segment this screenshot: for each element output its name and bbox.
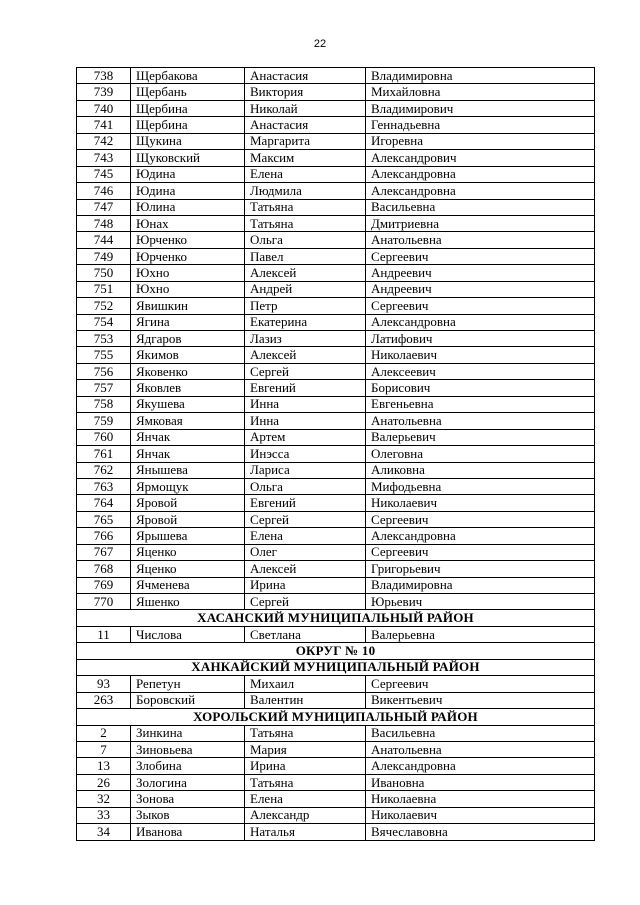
last-name: Ярмощук	[131, 478, 245, 494]
first-name: Светлана	[245, 626, 366, 642]
last-name: Ядгаров	[131, 331, 245, 347]
row-number: 754	[77, 314, 131, 330]
first-name: Ирина	[245, 577, 366, 593]
table-row	[77, 413, 595, 429]
last-name: Зыков	[131, 807, 245, 823]
row-number: 769	[77, 577, 131, 593]
last-name: Яценко	[131, 561, 245, 577]
first-name: Татьяна	[245, 774, 366, 790]
row-number: 263	[77, 692, 131, 708]
table-row	[77, 807, 595, 823]
patronymic: Сергеевич	[366, 511, 595, 527]
row-number: 765	[77, 511, 131, 527]
patronymic: Вячеславовна	[366, 824, 595, 840]
patronymic: Ивановна	[366, 774, 595, 790]
row-number: 752	[77, 298, 131, 314]
last-name: Боровский	[131, 692, 245, 708]
row-number: 11	[77, 626, 131, 642]
roster-table	[76, 67, 595, 841]
patronymic: Васильевна	[366, 199, 595, 215]
last-name: Явишкин	[131, 298, 245, 314]
last-name: Якимов	[131, 347, 245, 363]
last-name: Зологина	[131, 774, 245, 790]
roster-body	[77, 68, 595, 841]
table-row	[77, 100, 595, 116]
first-name: Татьяна	[245, 199, 366, 215]
row-number: 751	[77, 281, 131, 297]
patronymic: Александровна	[366, 758, 595, 774]
last-name: Юрченко	[131, 248, 245, 264]
row-number: 2	[77, 725, 131, 741]
patronymic: Николаевич	[366, 347, 595, 363]
row-number: 742	[77, 133, 131, 149]
table-row	[77, 429, 595, 445]
last-name: Репетун	[131, 676, 245, 692]
first-name: Екатерина	[245, 314, 366, 330]
section-heading: ХАСАНСКИЙ МУНИЦИПАЛЬНЫЙ РАЙОН	[77, 610, 595, 626]
row-number: 770	[77, 594, 131, 610]
patronymic: Александровна	[366, 528, 595, 544]
last-name: Яровой	[131, 511, 245, 527]
table-row	[77, 133, 595, 149]
table-row	[77, 626, 595, 642]
first-name: Валентин	[245, 692, 366, 708]
last-name: Зонова	[131, 791, 245, 807]
first-name: Сергей	[245, 594, 366, 610]
row-number: 767	[77, 544, 131, 560]
table-row	[77, 758, 595, 774]
row-number: 33	[77, 807, 131, 823]
table-row	[77, 741, 595, 757]
section-heading-row	[77, 659, 595, 675]
first-name: Сергей	[245, 363, 366, 379]
last-name: Щербань	[131, 84, 245, 100]
table-row	[77, 495, 595, 511]
last-name: Яровой	[131, 495, 245, 511]
patronymic: Михайловна	[366, 84, 595, 100]
patronymic: Владимирович	[366, 100, 595, 116]
last-name: Яковенко	[131, 363, 245, 379]
row-number: 747	[77, 199, 131, 215]
row-number: 759	[77, 413, 131, 429]
last-name: Юрченко	[131, 232, 245, 248]
patronymic: Дмитриевна	[366, 215, 595, 231]
table-row	[77, 774, 595, 790]
table-row	[77, 215, 595, 231]
table-row	[77, 363, 595, 379]
patronymic: Сергеевич	[366, 248, 595, 264]
first-name: Алексей	[245, 347, 366, 363]
first-name: Ирина	[245, 758, 366, 774]
last-name: Ячменева	[131, 577, 245, 593]
patronymic: Евгеньевна	[366, 396, 595, 412]
first-name: Алексей	[245, 561, 366, 577]
table-row	[77, 331, 595, 347]
row-number: 750	[77, 265, 131, 281]
row-number: 763	[77, 478, 131, 494]
patronymic: Валерьевич	[366, 429, 595, 445]
first-name: Татьяна	[245, 215, 366, 231]
first-name: Инна	[245, 396, 366, 412]
patronymic: Анатольевна	[366, 413, 595, 429]
row-number: 13	[77, 758, 131, 774]
patronymic: Геннадьевна	[366, 117, 595, 133]
last-name: Ямковая	[131, 413, 245, 429]
first-name: Петр	[245, 298, 366, 314]
table-row	[77, 478, 595, 494]
patronymic: Аликовна	[366, 462, 595, 478]
last-name: Юдина	[131, 183, 245, 199]
table-row	[77, 676, 595, 692]
last-name: Янчак	[131, 446, 245, 462]
section-heading: ХАНКАЙСКИЙ МУНИЦИПАЛЬНЫЙ РАЙОН	[77, 659, 595, 675]
first-name: Алексей	[245, 265, 366, 281]
section-heading: ОКРУГ № 10	[77, 643, 595, 659]
first-name: Елена	[245, 166, 366, 182]
table-row	[77, 150, 595, 166]
first-name: Олег	[245, 544, 366, 560]
patronymic: Андреевич	[366, 281, 595, 297]
table-row	[77, 347, 595, 363]
section-heading-row	[77, 643, 595, 659]
table-row	[77, 166, 595, 182]
last-name: Юнах	[131, 215, 245, 231]
last-name: Щербина	[131, 100, 245, 116]
row-number: 26	[77, 774, 131, 790]
first-name: Максим	[245, 150, 366, 166]
table-row	[77, 248, 595, 264]
first-name: Наталья	[245, 824, 366, 840]
first-name: Инэсса	[245, 446, 366, 462]
last-name: Ягина	[131, 314, 245, 330]
table-row	[77, 544, 595, 560]
first-name: Михаил	[245, 676, 366, 692]
table-row	[77, 183, 595, 199]
patronymic: Николаевич	[366, 807, 595, 823]
row-number: 756	[77, 363, 131, 379]
last-name: Зинкина	[131, 725, 245, 741]
row-number: 744	[77, 232, 131, 248]
section-heading-row	[77, 709, 595, 725]
last-name: Щуковский	[131, 150, 245, 166]
patronymic: Мифодьевна	[366, 478, 595, 494]
row-number: 740	[77, 100, 131, 116]
section-heading-row	[77, 610, 595, 626]
first-name: Елена	[245, 528, 366, 544]
row-number: 758	[77, 396, 131, 412]
last-name: Щербакова	[131, 68, 245, 84]
patronymic: Андреевич	[366, 265, 595, 281]
patronymic: Викентьевич	[366, 692, 595, 708]
table-row	[77, 791, 595, 807]
row-number: 32	[77, 791, 131, 807]
patronymic: Александровна	[366, 166, 595, 182]
first-name: Артем	[245, 429, 366, 445]
table-row	[77, 117, 595, 133]
patronymic: Юрьевич	[366, 594, 595, 610]
row-number: 760	[77, 429, 131, 445]
first-name: Евгений	[245, 495, 366, 511]
first-name: Александр	[245, 807, 366, 823]
patronymic: Александровна	[366, 314, 595, 330]
table-row	[77, 511, 595, 527]
row-number: 761	[77, 446, 131, 462]
row-number: 749	[77, 248, 131, 264]
first-name: Сергей	[245, 511, 366, 527]
table-row	[77, 594, 595, 610]
patronymic: Николаевна	[366, 791, 595, 807]
patronymic: Владимировна	[366, 577, 595, 593]
first-name: Инна	[245, 413, 366, 429]
patronymic: Борисович	[366, 380, 595, 396]
table-row	[77, 199, 595, 215]
table-row	[77, 396, 595, 412]
patronymic: Анатольевна	[366, 232, 595, 248]
table-row	[77, 84, 595, 100]
first-name: Андрей	[245, 281, 366, 297]
patronymic: Алексеевич	[366, 363, 595, 379]
row-number: 93	[77, 676, 131, 692]
first-name: Николай	[245, 100, 366, 116]
first-name: Ольга	[245, 232, 366, 248]
last-name: Юхно	[131, 281, 245, 297]
table-row	[77, 380, 595, 396]
patronymic: Сергеевич	[366, 298, 595, 314]
last-name: Ярышева	[131, 528, 245, 544]
first-name: Лазиз	[245, 331, 366, 347]
first-name: Анастасия	[245, 68, 366, 84]
last-name: Якушева	[131, 396, 245, 412]
last-name: Яшенко	[131, 594, 245, 610]
table-row	[77, 824, 595, 840]
last-name: Зиновьева	[131, 741, 245, 757]
table-row	[77, 725, 595, 741]
row-number: 755	[77, 347, 131, 363]
first-name: Павел	[245, 248, 366, 264]
row-number: 764	[77, 495, 131, 511]
patronymic: Олеговна	[366, 446, 595, 462]
last-name: Янчак	[131, 429, 245, 445]
last-name: Юлина	[131, 199, 245, 215]
first-name: Людмила	[245, 183, 366, 199]
row-number: 34	[77, 824, 131, 840]
table-row	[77, 446, 595, 462]
table-row	[77, 298, 595, 314]
patronymic: Игоревна	[366, 133, 595, 149]
first-name: Елена	[245, 791, 366, 807]
last-name: Юхно	[131, 265, 245, 281]
first-name: Мария	[245, 741, 366, 757]
first-name: Маргарита	[245, 133, 366, 149]
table-row	[77, 232, 595, 248]
row-number: 762	[77, 462, 131, 478]
last-name: Яценко	[131, 544, 245, 560]
last-name: Злобина	[131, 758, 245, 774]
first-name: Евгений	[245, 380, 366, 396]
first-name: Татьяна	[245, 725, 366, 741]
row-number: 753	[77, 331, 131, 347]
patronymic: Анатольевна	[366, 741, 595, 757]
patronymic: Александровна	[366, 183, 595, 199]
patronymic: Григорьевич	[366, 561, 595, 577]
last-name: Числова	[131, 626, 245, 642]
row-number: 766	[77, 528, 131, 544]
patronymic: Валерьевна	[366, 626, 595, 642]
last-name: Щукина	[131, 133, 245, 149]
table-row	[77, 577, 595, 593]
section-heading: ХОРОЛЬСКИЙ МУНИЦИПАЛЬНЫЙ РАЙОН	[77, 709, 595, 725]
table-row	[77, 528, 595, 544]
row-number: 757	[77, 380, 131, 396]
table-row	[77, 692, 595, 708]
patronymic: Николаевич	[366, 495, 595, 511]
last-name: Яковлев	[131, 380, 245, 396]
row-number: 738	[77, 68, 131, 84]
row-number: 745	[77, 166, 131, 182]
last-name: Иванова	[131, 824, 245, 840]
first-name: Лариса	[245, 462, 366, 478]
table-row	[77, 265, 595, 281]
table-row	[77, 314, 595, 330]
last-name: Щербина	[131, 117, 245, 133]
patronymic: Сергеевич	[366, 544, 595, 560]
page-number: 22	[313, 38, 327, 50]
first-name: Виктория	[245, 84, 366, 100]
row-number: 7	[77, 741, 131, 757]
table-row	[77, 281, 595, 297]
table-row	[77, 68, 595, 84]
table-row	[77, 561, 595, 577]
first-name: Анастасия	[245, 117, 366, 133]
patronymic: Владимировна	[366, 68, 595, 84]
row-number: 743	[77, 150, 131, 166]
last-name: Юдина	[131, 166, 245, 182]
row-number: 746	[77, 183, 131, 199]
row-number: 768	[77, 561, 131, 577]
table-row	[77, 462, 595, 478]
first-name: Ольга	[245, 478, 366, 494]
patronymic: Сергеевич	[366, 676, 595, 692]
row-number: 748	[77, 215, 131, 231]
row-number: 741	[77, 117, 131, 133]
last-name: Янышева	[131, 462, 245, 478]
patronymic: Васильевна	[366, 725, 595, 741]
patronymic: Александрович	[366, 150, 595, 166]
patronymic: Латифович	[366, 331, 595, 347]
row-number: 739	[77, 84, 131, 100]
